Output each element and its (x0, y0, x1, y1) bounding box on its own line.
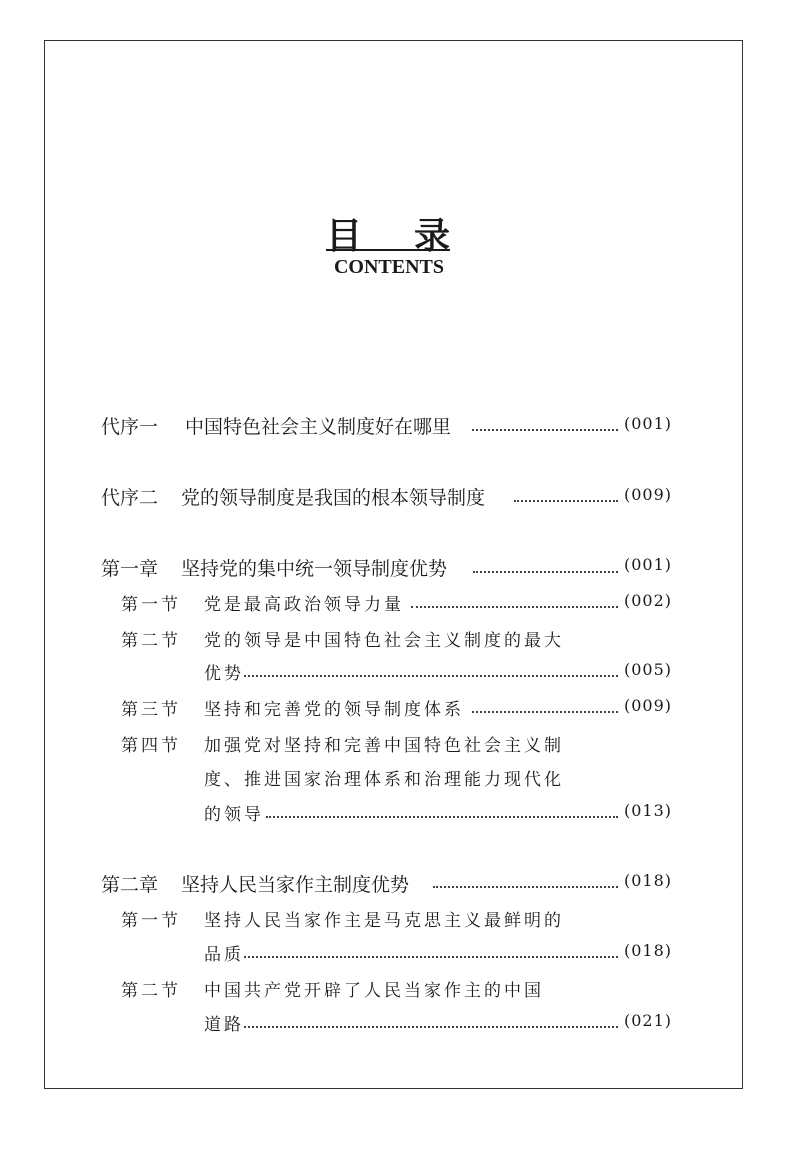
toc-title-section-1-3[interactable]: 坚持和完善党的领导制度体系 (204, 700, 464, 720)
toc-label-preface-2: 代序二 (101, 487, 159, 509)
toc-page-section-2-2: (021) (624, 1011, 673, 1030)
toc-page-chapter-2: (018) (624, 871, 673, 890)
toc-leader-dots (244, 675, 618, 677)
toc-label-section-1-4: 第四节 (121, 736, 181, 756)
toc-title-preface-2[interactable]: 党的领导制度是我国的根本领导制度 (181, 487, 486, 509)
toc-leader-dots (244, 956, 618, 958)
toc-page-section-1-1: (002) (624, 591, 673, 610)
toc-page-section-2-1: (018) (624, 941, 673, 960)
toc-title-chapter-2[interactable]: 坚持人民当家作主制度优势 (181, 874, 410, 896)
toc-leader-dots (514, 500, 618, 502)
toc-leader-dots (411, 606, 618, 608)
toc-title-en: CONTENTS (333, 256, 445, 278)
toc-label-chapter-1: 第一章 (101, 558, 159, 580)
toc-label-section-1-2: 第二节 (121, 631, 181, 651)
toc-leader-dots (433, 886, 618, 888)
toc-title-section-2-1-line-1[interactable]: 坚持人民当家作主是马克思主义最鲜明的 (204, 911, 564, 931)
toc-label-section-1-3: 第三节 (121, 700, 181, 720)
toc-title-section-1-2-line-1[interactable]: 党的领导是中国特色社会主义制度的最大 (204, 631, 564, 651)
toc-page-chapter-1: (001) (624, 555, 673, 574)
toc-leader-dots (244, 1026, 618, 1028)
toc-leader-dots (266, 816, 618, 818)
toc-label-chapter-2: 第二章 (101, 874, 159, 896)
toc-page-section-1-2: (005) (624, 660, 673, 679)
toc-title-section-1-4-line-3[interactable]: 的领导 (204, 805, 264, 825)
toc-title-section-1-4-line-1[interactable]: 加强党对坚持和完善中国特色社会主义制 (204, 736, 564, 756)
toc-title-section-2-2-line-2[interactable]: 道路 (204, 1015, 244, 1035)
toc-title-section-1-4-line-2[interactable]: 度、推进国家治理体系和治理能力现代化 (204, 770, 564, 790)
title-underline (326, 249, 450, 251)
toc-title-zh (326, 208, 450, 257)
toc-leader-dots (472, 711, 618, 713)
toc-title-char-1: 目 (326, 216, 363, 257)
toc-title-section-2-2-line-1[interactable]: 中国共产党开辟了人民当家作主的中国 (204, 981, 544, 1001)
toc-leader-dots (472, 429, 618, 431)
toc-title-char-2: 录 (413, 216, 450, 257)
toc-page-section-1-3: (009) (624, 696, 673, 715)
toc-leader-dots (473, 571, 618, 573)
toc-label-section-2-2: 第二节 (121, 981, 181, 1001)
toc-title-chapter-1[interactable]: 坚持党的集中统一领导制度优势 (181, 558, 448, 580)
toc-page-section-1-4: (013) (624, 801, 673, 820)
toc-title-section-1-1[interactable]: 党是最高政治领导力量 (204, 595, 404, 615)
toc-label-section-1-1: 第一节 (121, 595, 181, 615)
toc-title-preface-1[interactable]: 中国特色社会主义制度好在哪里 (185, 416, 452, 438)
toc-label-section-2-1: 第一节 (121, 911, 181, 931)
toc-title-section-2-1-line-2[interactable]: 品质 (204, 945, 244, 965)
toc-page-preface-1: (001) (624, 414, 673, 433)
toc-label-preface-1: 代序一 (101, 416, 159, 438)
toc-page-preface-2: (009) (624, 485, 673, 504)
toc-title-section-1-2-line-2[interactable]: 优势 (204, 664, 244, 684)
